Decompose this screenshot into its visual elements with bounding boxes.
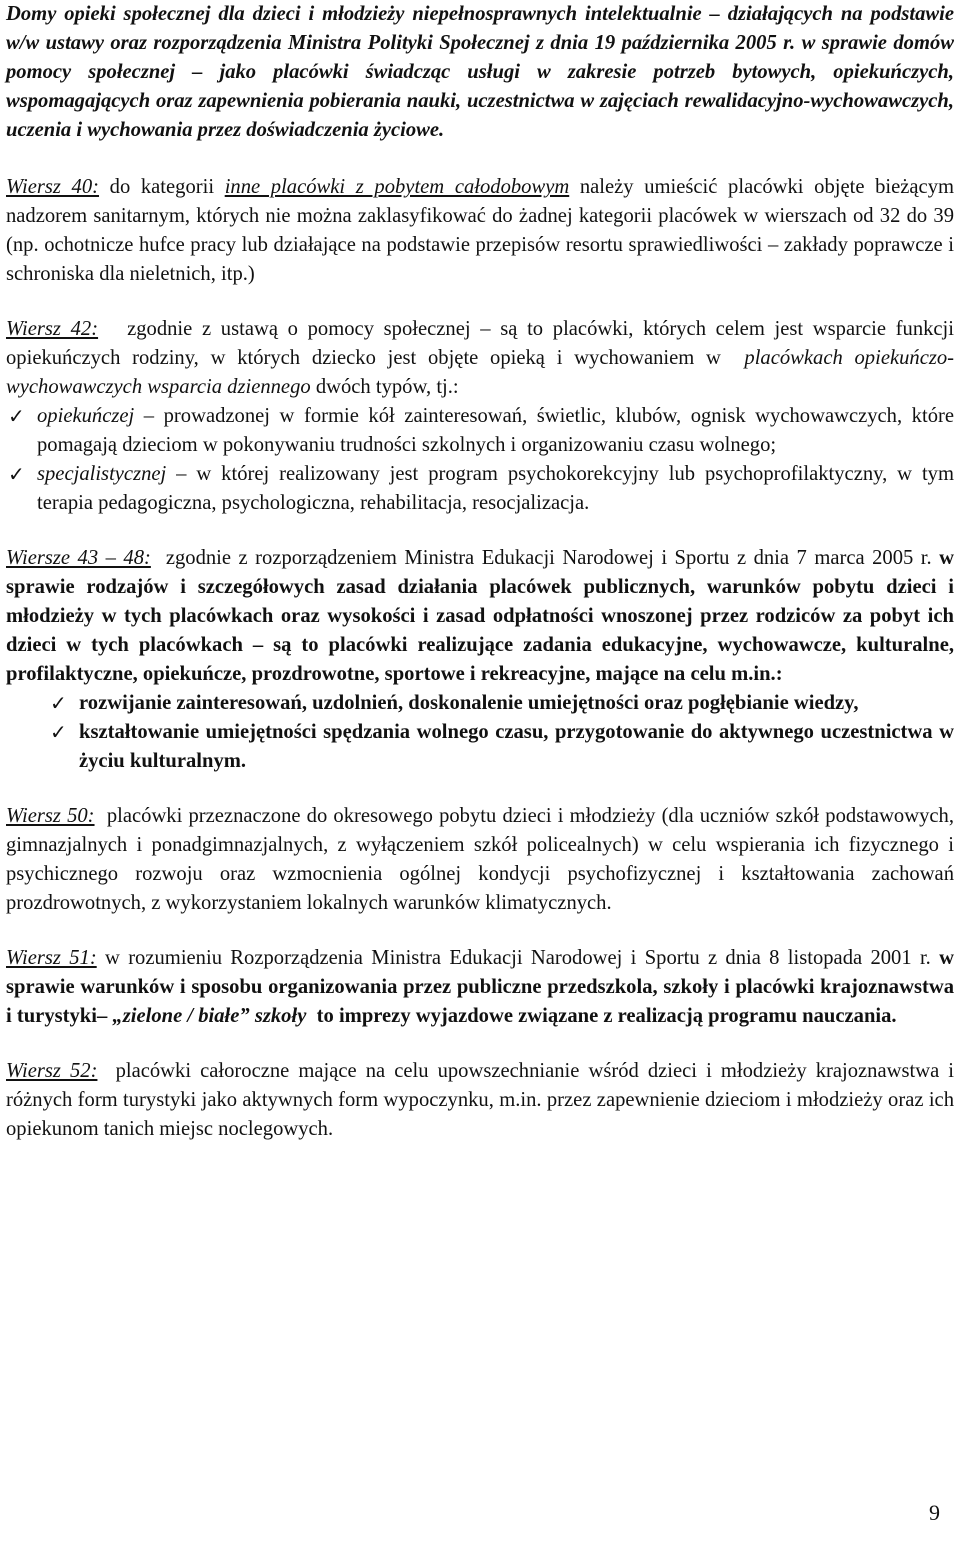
wiersz-50-label: Wiersz 50: [6,805,95,827]
wiersz-42-paragraph [6,315,960,402]
list-item [6,460,954,518]
wiersz-52-label: Wiersz 52: [6,1060,98,1082]
intro-paragraph [6,0,954,145]
wiersz-40-emphasis: inne placówki z pobytem całodobowym [224,176,570,198]
wiersze-43-48-list [6,689,954,776]
wiersz-51-text-3: to imprezy wyjazdowe związane z realizacją programu nauczania. [306,1005,897,1027]
list-item-emphasis: opiekuńczej [37,405,135,427]
page-number: 9 [929,1500,940,1525]
wiersz-50-paragraph [6,802,960,918]
wiersze-43-48-text-1: zgodnie z rozporządzeniem Ministra Edukacji Narodowej i Sportu z dnia 7 marca 2005 r. [150,547,940,569]
checkmark-icon: ✓ [50,691,67,715]
wiersz-42-text-2: dwóch typów, tj.: [310,376,459,398]
wiersz-42-label: Wiersz 42: [6,318,99,340]
wiersze-43-48-paragraph [6,544,960,689]
wiersz-40-paragraph [6,173,954,289]
list-item-text: – prowadzonej w formie kół zainteresowań, świetlic, klubów, ognisk wychowawczych, które pomagają dzieciom w pokonywaniu trudności szkolnych i organizowaniu czasu wolnego; [37,405,954,456]
list-item [6,718,954,776]
wiersze-43-48-label: Wiersze 43 – 48: [6,547,151,569]
wiersze-43-48-text-2: w sprawie rodzajów i szczegółowych zasad działania placówek publicznych, warunków pobytu dzieci i młodzieży w tych placówkach oraz wysokości i zasad odpłatności wnoszonej przez rodziców za pobyt ich dzieci w tych placówkach – są to placówki realizujące zadania edukacyjne, wychowawcze, kulturalne, profilaktyczne, opiekuńcze, prozdrowotne, sportowe i rekreacyjne, mające na celu m.in.: [6,547,960,685]
wiersz-51-emphasis: „zielone / białe” szkoły [112,1005,307,1027]
wiersz-51-text-1: w rozumieniu Rozporządzenia Ministra Edukacji Narodowej i Sportu z dnia 8 listopada 2001 r. [96,947,940,969]
wiersz-40-text-1: do kategorii [99,176,225,198]
wiersz-51-paragraph [6,944,960,1031]
wiersz-51-label: Wiersz 51: [6,947,97,969]
checkmark-icon: ✓ [50,720,67,744]
list-item-text: kształtowanie umiejętności spędzania wolnego czasu, przygotowanie do aktywnego uczestnictwa w życiu kulturalnym. [79,721,954,772]
wiersz-40-text-2: należy umieścić placówki objęte bieżącym nadzorem sanitarnym, których nie można zaklasyfikować do żadnej kategorii placówek w wierszach od 32 do 39 (np. ochotnicze hufce pracy lub działające na podstawie przepisów resortu sprawiedliwości – zakłady poprawcze i schroniska dla nieletnich, itp.) [6,176,955,285]
wiersz-52-paragraph [6,1057,960,1144]
list-item [6,689,954,718]
list-item [6,402,954,460]
wiersz-52-text: placówki całoroczne mające na celu upowszechnianie wśród dzieci i młodzieży krajoznawstwa i różnych form turystyki jako aktywnych form wypoczynku, m.in. przez zapewnienie dzieciom i młodzieży oraz ich opiekunom tanich miejsc noclegowych. [6,1060,960,1140]
wiersz-42-text-1: zgodnie z ustawą o pomocy społecznej – są to placówki, których celem jest wsparcie funkcji opiekuńczych rodziny, w których dziecko jest objęte opieką i wychowaniem w [6,318,960,369]
checkmark-icon: ✓ [8,462,25,486]
list-item-text: – w której realizowany jest program psychokorekcyjny lub psychoprofilaktyczny, w tym terapia pedagogiczna, psychologiczna, rehabilitacja, resocjalizacja. [37,463,954,514]
wiersz-50-text: placówki przeznaczone do okresowego pobytu dzieci i młodzieży (dla uczniów szkół podstawowych, gimnazjalnych i ponadgimnazjalnych, z wyłączeniem szkół policealnych) w celu wspierania ich fizycznego i psychicznego rozwoju oraz wzmocnienia ogólnej kondycji psychofizycznej i kształtowania zachowań prozdrowotnych, z wykorzystaniem lokalnych warunków klimatycznych. [6,805,960,914]
wiersz-42-list [6,402,954,518]
wiersz-40-label: Wiersz 40: [6,176,100,198]
list-item-emphasis: specjalistycznej [37,463,167,485]
list-item-text: rozwijanie zainteresowań, uzdolnień, doskonalenie umiejętności oraz pogłębianie wiedzy, [79,692,859,714]
checkmark-icon: ✓ [8,404,25,428]
intro-text: Domy opieki społecznej dla dzieci i młodzieży niepełnosprawnych intelektualnie – działających na podstawie w/w ustawy oraz rozporządzenia Ministra Polityki Społecznej z dnia 19 października 2005 r. w sprawie domów pomocy społecznej – jako placówki świadcząc usługi w zakresie potrzeb bytowych, opiekuńczych, wspomagających oraz zapewnienia pobierania nauki, uczestnictwa w zajęciach rewalidacyjno-wychowawczych, uczenia i wychowania przez doświadczenia życiowe. [6,3,954,141]
wiersz-51-text-2: w sprawie warunków i sposobu organizowania przez publiczne przedszkola, szkoły i placówki krajoznawstwa i turystyki– [6,947,960,1027]
wiersz-42-emphasis: placówkach opiekuńczo-wychowawczych wsparcia dziennego [6,347,955,398]
